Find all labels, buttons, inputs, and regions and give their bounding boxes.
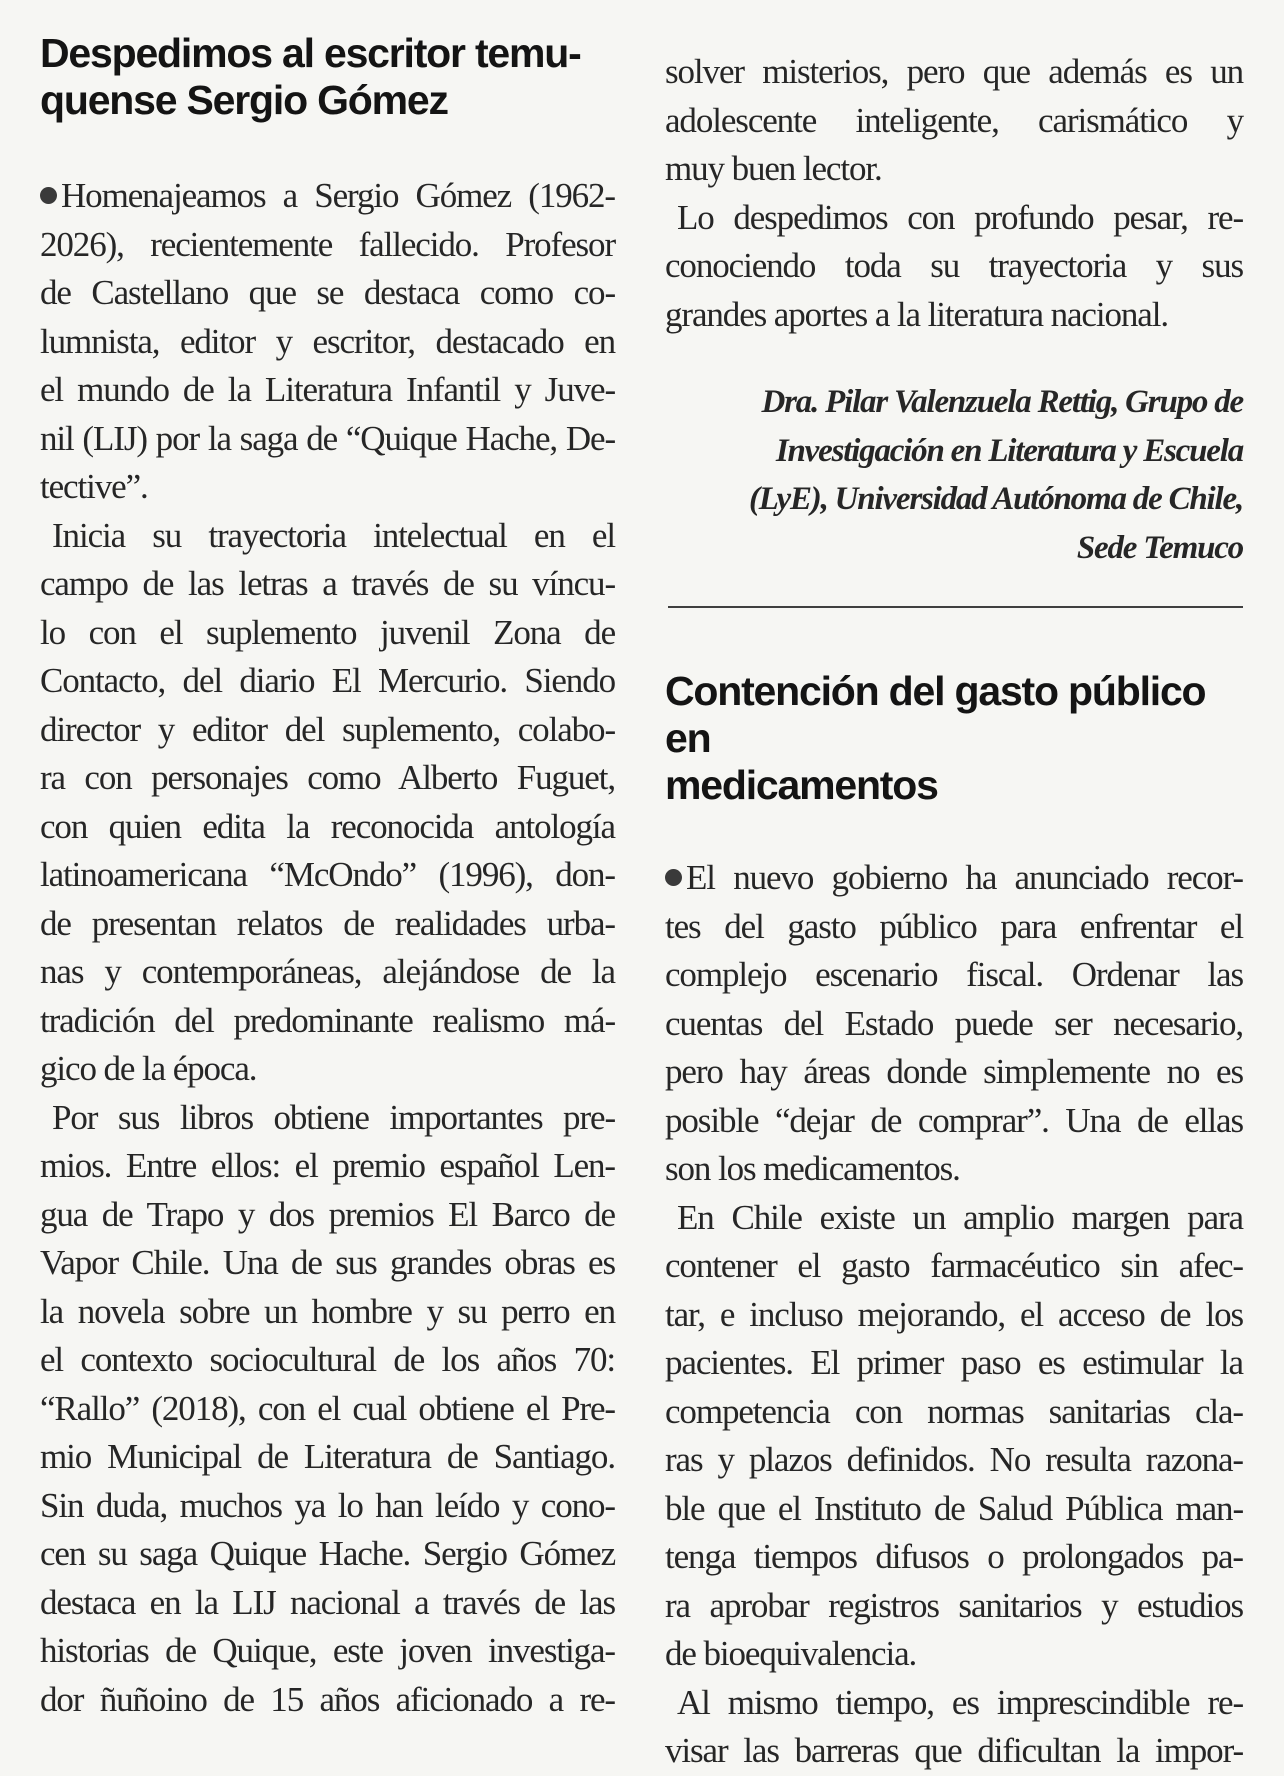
body-line: dor ñuñoino de 15 años aficionado a re- bbox=[40, 1679, 615, 1719]
body-line: contener el gasto farmacéutico sin afec- bbox=[665, 1246, 1243, 1285]
body-line: director y editor del suplemento, colabo- bbox=[40, 709, 615, 749]
body-line: Inicia su trayectoria intelectual en el bbox=[52, 515, 615, 555]
signature-line: Sede Temuco bbox=[1076, 529, 1243, 566]
body-line: posible “dejar de comprar”. Una de ellas bbox=[665, 1100, 1243, 1140]
body-line: conociendo toda su trayectoria y sus bbox=[665, 246, 1243, 285]
article2 bbox=[665, 668, 1243, 1776]
body-line: tradición del predominante realismo má- bbox=[40, 1000, 615, 1040]
article1-signature bbox=[665, 378, 1243, 572]
body-line: tes del gasto público para enfrentar el bbox=[665, 906, 1243, 946]
body-line: de bioequivalencia. bbox=[665, 1634, 917, 1673]
signature-line: Investigación en Literatura y Escuela bbox=[775, 432, 1243, 469]
article2-body bbox=[665, 854, 1243, 1776]
bullet-icon bbox=[665, 869, 682, 886]
body-line: tenga tiempos difusos o prolongados pa- bbox=[665, 1537, 1243, 1576]
body-line: de presentan relatos de realidades urba- bbox=[40, 903, 615, 943]
body-line: campo de las letras a través de su víncu- bbox=[40, 564, 615, 603]
body-line: la novela sobre un hombre y su perro en bbox=[40, 1291, 615, 1331]
body-line: “Rallo” (2018), con el cual obtiene el Pre- bbox=[40, 1388, 615, 1428]
article1-continuation bbox=[665, 48, 1243, 339]
body-line: nil (LIJ) por la saga de “Quique Hache, De- bbox=[40, 418, 615, 458]
article-left-column bbox=[40, 30, 615, 1724]
article-divider bbox=[668, 606, 1243, 608]
body-line: Contacto, del diario El Mercurio. Siendo bbox=[40, 661, 615, 700]
body-line: Vapor Chile. Una de sus grandes obras es bbox=[40, 1243, 615, 1282]
body-line: gico de la época. bbox=[40, 1049, 257, 1088]
body-line: competencia con normas sanitarias cla- bbox=[665, 1391, 1243, 1431]
body-line: solver misterios, pero que además es un bbox=[665, 52, 1243, 91]
headline-line: medicamentos bbox=[665, 762, 938, 808]
body-line: ra aprobar registros sanitarios y estudios bbox=[665, 1585, 1243, 1625]
headline-line: Despedimos al escritor temu- bbox=[40, 30, 581, 76]
body-line: ras y plazos definidos. No resulta razona- bbox=[665, 1440, 1243, 1479]
body-line: el contexto sociocultural de los años 70: bbox=[40, 1340, 615, 1379]
body-line: nas y contemporáneas, alejándose de la bbox=[40, 952, 615, 991]
body-line: lumnista, editor y escritor, destacado en bbox=[40, 321, 615, 361]
headline-line: quense Sergio Gómez bbox=[40, 77, 448, 123]
signature-line: Dra. Pilar Valenzuela Rettig, Grupo de bbox=[761, 384, 1243, 420]
body-line: Lo despedimos con profundo pesar, re- bbox=[677, 197, 1243, 237]
body-line: complejo escenario fiscal. Ordenar las bbox=[665, 955, 1243, 994]
bullet-icon bbox=[40, 187, 57, 204]
body-line: destaca en la LIJ nacional a través de las bbox=[40, 1582, 615, 1622]
body-line: ra con personajes como Alberto Fuguet, bbox=[40, 758, 615, 797]
body-line: Al mismo tiempo, es imprescindible re- bbox=[677, 1682, 1243, 1722]
body-line: de Castellano que se destaca como co- bbox=[40, 273, 615, 312]
body-line: gua de Trapo y dos premios El Barco de bbox=[40, 1194, 615, 1234]
body-line: latinoamericana “McOndo” (1996), don- bbox=[40, 855, 615, 894]
body-line: pero hay áreas donde simplemente no es bbox=[665, 1052, 1243, 1091]
headline-line: Contención del gasto público en bbox=[665, 668, 1206, 761]
body-line: son los medicamentos. bbox=[665, 1149, 960, 1188]
body-line: cen su saga Quique Hache. Sergio Gómez bbox=[40, 1534, 615, 1573]
body-line: grandes aportes a la literatura nacional. bbox=[665, 294, 1168, 334]
body-line: tective”. bbox=[40, 467, 148, 506]
body-line: ble que el Instituto de Salud Pública man- bbox=[665, 1488, 1243, 1528]
body-line: pacientes. El primer paso es estimular la bbox=[665, 1343, 1243, 1382]
body-line: En Chile existe un amplio margen para bbox=[677, 1197, 1243, 1237]
body-line: mios. Entre ellos: el premio español Len- bbox=[40, 1146, 615, 1185]
body-line: Homenajeamos a Sergio Gómez (1962- bbox=[40, 172, 615, 221]
body-line: tar, e incluso mejorando, el acceso de los bbox=[665, 1294, 1243, 1334]
article2-headline bbox=[665, 668, 1243, 809]
signature-line: (LyE), Universidad Autónoma de Chile, bbox=[749, 481, 1243, 517]
body-line: adolescente inteligente, carismático y bbox=[665, 100, 1243, 140]
body-line: 2026), recientemente fallecido. Profesor bbox=[40, 224, 615, 264]
article1-headline bbox=[40, 30, 615, 124]
body-line: mio Municipal de Literatura de Santiago. bbox=[40, 1437, 615, 1476]
body-line: visar las barreras que dificultan la impor- bbox=[665, 1731, 1243, 1770]
body-line: lo con el suplemento juvenil Zona de bbox=[40, 612, 615, 652]
body-line: Sin duda, muchos ya lo han leído y cono- bbox=[40, 1485, 615, 1525]
body-line: el mundo de la Literatura Infantil y Juve- bbox=[40, 370, 615, 409]
body-line: muy buen lector. bbox=[665, 149, 882, 188]
body-line: con quien edita la reconocida antología bbox=[40, 806, 615, 846]
article1-body bbox=[40, 172, 615, 1724]
body-line: Por sus libros obtiene importantes pre- bbox=[52, 1097, 615, 1137]
body-line: cuentas del Estado puede ser necesario, bbox=[665, 1003, 1243, 1043]
body-line: El nuevo gobierno ha anunciado recor- bbox=[665, 854, 1243, 903]
body-line: historias de Quique, este joven investiga- bbox=[40, 1631, 615, 1670]
article-right-column bbox=[665, 30, 1243, 1770]
